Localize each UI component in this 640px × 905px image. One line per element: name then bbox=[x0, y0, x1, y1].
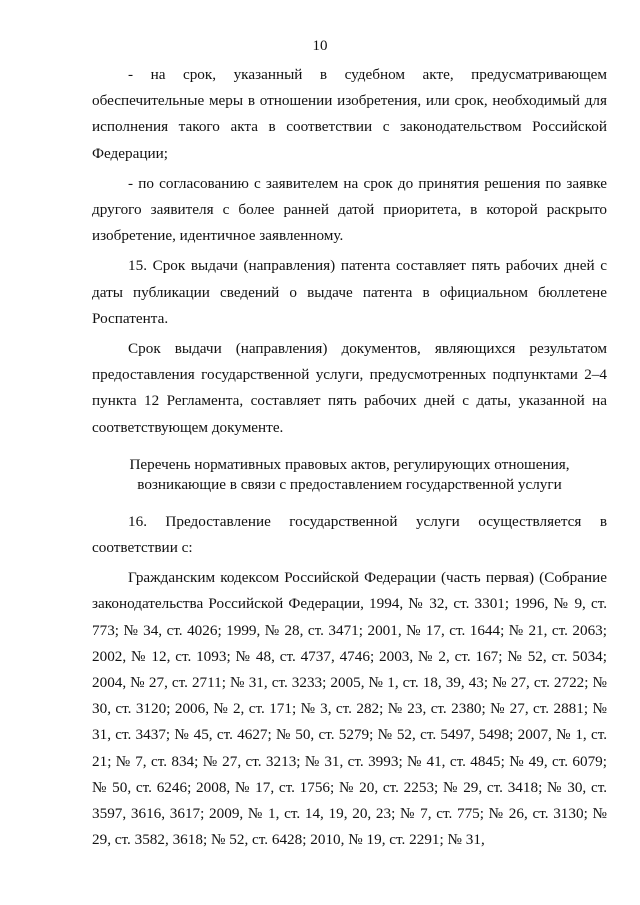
section-heading-legal-acts: Перечень нормативных правовых актов, регулирующих отношения, возникающие в связи с предоставлением государственной услуги bbox=[129, 455, 570, 493]
paragraph-16-service-basis: 16. Предоставление государственной услуги осуществляется в соответствии с: bbox=[92, 512, 607, 557]
paragraph-15-patent-issue-term: 15. Срок выдачи (направления) патента составляет пять рабочих дней с даты публикации сведений о выдаче патента в официальном бюллетене Роспатента. bbox=[92, 257, 607, 327]
paragraph-term-agreement: - по согласованию с заявителем на срок до принятия решения по заявке другого заявителя с более ранней датой приоритета, в которой раскрыто изобретение, идентичное заявленному. bbox=[92, 174, 607, 245]
page-number: 10 bbox=[312, 38, 328, 54]
paragraph-civil-code-reference: Гражданским кодексом Российской Федерации (часть первая) (Собрание законодательства Российской Федерации, 1994, № 32, ст. 3301; 1996, № 9, ст. 773; № 34, ст. 4026; 1999, № 28, ст. 3471; 2001, № 17, ст. 1644; № 21, ст. 2063; 2002, № 12, ст. 1093; № 48, ст. 4737, 4746; 2003, № 2, ст. 167; № 52, ст. 5034; 2004, № 27, ст. 2711; № 31, ст. 3233; 2005, № 1, ст. 18, 39, 43; № 27, ст. 2722; № 30, ст. 3120; 2006, № 2, ст. 171; № 3, ст. 282; № 23, ст. 2380; № 27, ст. 2881; № 31, ст. 3437; № 45, ст. 4627; № 50, ст. 5279; № 52, ст. 5497, 5498; 2007, № 1, ст. 21; № 7, ст. 834; № 27, ст. 3213; № 31, ст. 3993; № 41, ст. 4845; № 49, ст. 6079; № 50, ст. 6246; 2008, № 17, ст. 1756; № 20, ст. 2253; № 29, ст. 3418; № 30, ст. 3597, 3616, 3617; 2009, № 1, ст. 14, 19, 20, 23; № 7, ст. 775; № 26, ст. 3130; № 29, ст. 3582, 3618; № 52, ст. 6428; 2010, № 19, ст. 2291; № 31, bbox=[92, 569, 607, 849]
paragraph-term-court-act: - на срок, указанный в судебном акте, предусматривающем обеспечительные меры в отношении изобретения, или срок, необходимый для исполнения такого акта в соответствии с законодательством Российской Федерации; bbox=[92, 66, 607, 162]
paragraph-documents-issue-term: Срок выдачи (направления) документов, являющихся результатом предоставления государственной услуги, предусмотренных подпунктами 2–4 пункта 12 Регламента, составляет пять рабочих дней с даты, указанной на соответствующем документе. bbox=[92, 340, 607, 436]
document-body bbox=[92, 62, 607, 857]
